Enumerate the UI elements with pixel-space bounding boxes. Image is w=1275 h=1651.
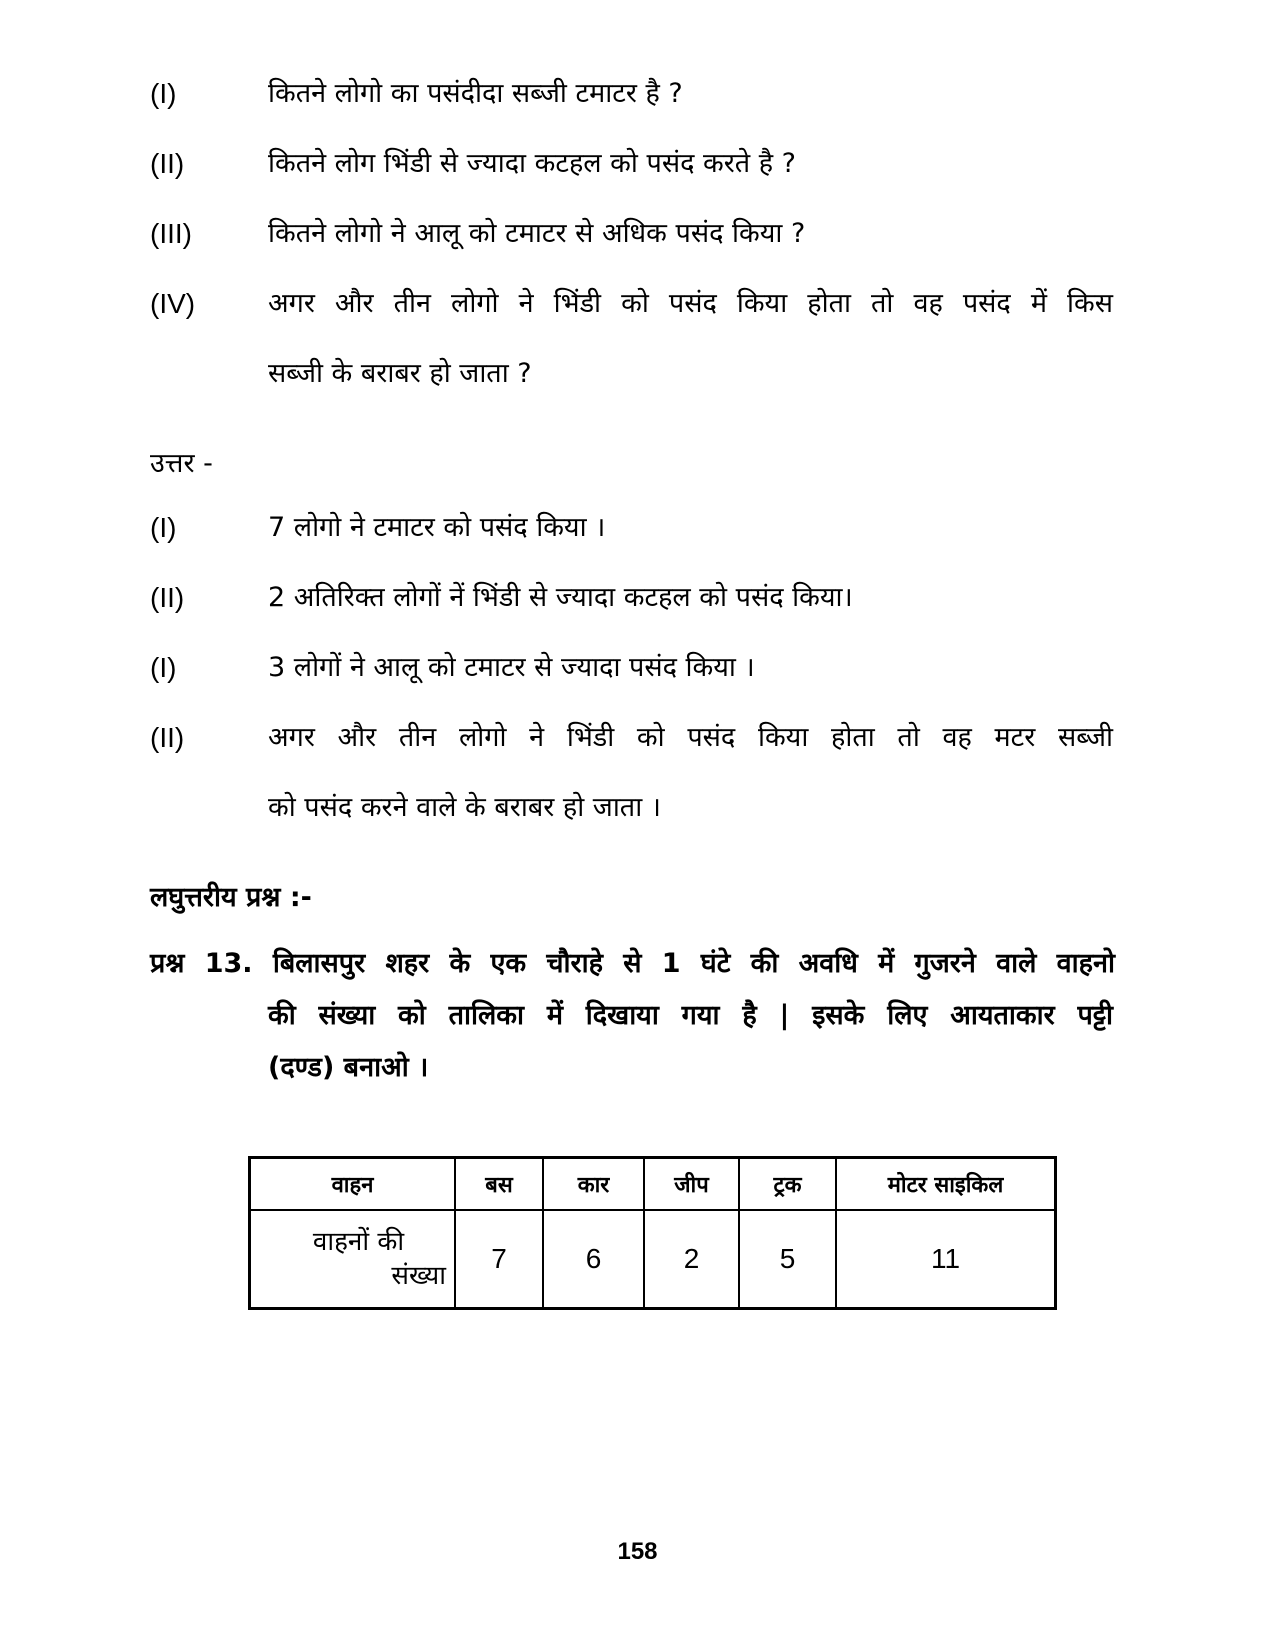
row-label-line-1: वाहनों की xyxy=(312,1227,405,1257)
answer-number: (I) xyxy=(150,652,177,683)
row-label-line-2: संख्या xyxy=(391,1261,446,1291)
question-text: कितने लोगो का पसंदीदा सब्जी टमाटर है ? xyxy=(268,78,683,109)
table-header-cell: वाहन xyxy=(250,1158,456,1211)
answer-number: (II) xyxy=(150,722,185,753)
question-13-line-2: की संख्या को तालिका में दिखाया गया है | इसके लिए आयताकार पट्टी xyxy=(268,1000,1113,1031)
table-row xyxy=(250,1210,1056,1309)
table-header-cell: बस xyxy=(455,1158,543,1211)
short-answer-heading: लघुत्तरीय प्रश्न :- xyxy=(150,882,312,913)
answer-heading: उत्तर - xyxy=(150,448,213,479)
answer-text: 3 लोगों ने आलू को टमाटर से ज्यादा पसंद किया । xyxy=(268,652,755,683)
table-header-cell: ट्रक xyxy=(739,1158,836,1211)
question-text: कितने लोग भिंडी से ज्यादा कटहल को पसंद करते है ? xyxy=(268,148,796,179)
table-row-label xyxy=(250,1210,456,1309)
table-cell: 7 xyxy=(455,1210,543,1309)
table-cell: 2 xyxy=(644,1210,739,1309)
vehicle-table xyxy=(248,1156,1057,1310)
answer-number: (II) xyxy=(150,582,185,613)
answer-text-continued: को पसंद करने वाले के बराबर हो जाता । xyxy=(268,792,662,823)
page-number: 158 xyxy=(617,1538,658,1565)
question-13-line-1: प्रश्न 13. बिलासपुर शहर के एक चौराहे से 1 घंटे की अवधि में गुजरने वाले वाहनो xyxy=(150,948,1115,979)
question-text: कितने लोगो ने आलू को टमाटर से अधिक पसंद किया ? xyxy=(268,218,806,249)
table-header-cell: जीप xyxy=(644,1158,739,1211)
question-number: (IV) xyxy=(150,288,196,319)
question-number: (II) xyxy=(150,148,185,179)
question-number: (III) xyxy=(150,218,192,249)
table-cell: 6 xyxy=(543,1210,644,1309)
answer-number: (I) xyxy=(150,512,177,543)
question-13-line-3: (दण्ड) बनाओ । xyxy=(268,1052,429,1083)
question-text-continued: सब्जी के बराबर हो जाता ? xyxy=(268,358,532,389)
table-cell: 5 xyxy=(739,1210,836,1309)
table-header-cell: कार xyxy=(543,1158,644,1211)
answer-text: 2 अतिरिक्त लोगों नें भिंडी से ज्यादा कटहल को पसंद किया। xyxy=(268,582,853,613)
table-cell: 11 xyxy=(836,1210,1056,1309)
answer-text: अगर और तीन लोगो ने भिंडी को पसंद किया होता तो वह मटर सब्जी xyxy=(268,722,1113,753)
table-header-row xyxy=(250,1158,1056,1211)
answer-text: 7 लोगो ने टमाटर को पसंद किया । xyxy=(268,512,606,543)
table-header-cell: मोटर साइकिल xyxy=(836,1158,1056,1211)
question-number: (I) xyxy=(150,78,177,109)
question-text: अगर और तीन लोगो ने भिंडी को पसंद किया होता तो वह पसंद में किस xyxy=(268,288,1113,319)
